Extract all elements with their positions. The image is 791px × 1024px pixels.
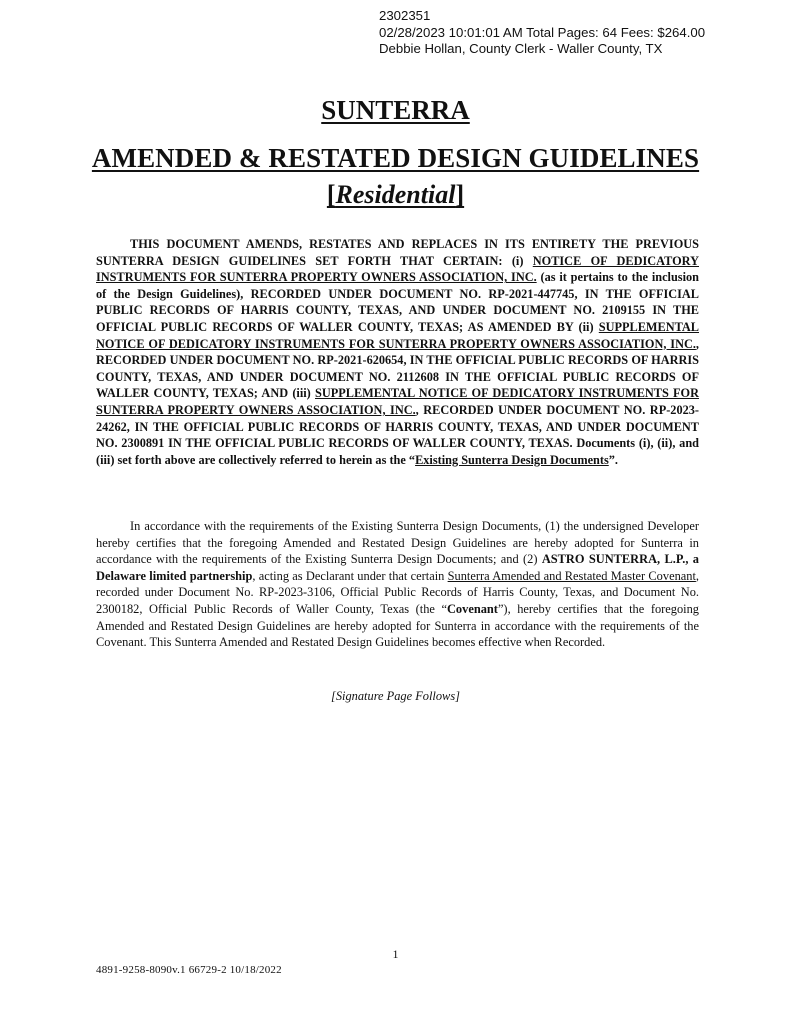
- document-category: [0, 180, 791, 210]
- recital-text: (as it pertains to the inclusion of the Design Guidelines), RECORDED UNDER DOCUMENT NO. RP-2021-447745, IN THE OFFICIAL PUBLIC RECORDS OF HARRIS COUNTY, TEXAS, AND UNDER DOCUMENT NO. 2109155 IN THE OFFICIAL PUBLIC RECORDS OF WALLER COUNTY, TEXAS; AS AMENDED BY (ii): [96, 270, 699, 334]
- recording-stamp: [379, 8, 705, 58]
- certification-paragraph: [96, 518, 699, 651]
- bracket-open: [: [326, 180, 336, 209]
- defined-term: Existing Sunterra Design Documents: [415, 452, 609, 467]
- document-subtitle: AMENDED & RESTATED DESIGN GUIDELINES: [91, 143, 700, 173]
- document-title: SUNTERRA: [321, 95, 470, 125]
- recital-text: , RECORDED UNDER DOCUMENT NO. RP-2021-620654, IN THE OFFICIAL PUBLIC RECORDS OF HARRIS COUNTY, TEXAS, AND UNDER DOCUMENT NO. 2112608 IN THE OFFICIAL PUBLIC RECORDS OF WALLER COUNTY, TEXAS; AND (iii): [96, 336, 699, 401]
- category-label: Residential: [335, 180, 456, 209]
- signature-page-note: [Signature Page Follows]: [331, 689, 460, 703]
- covenant-reference: Sunterra Amended and Restated Master Covenant: [447, 568, 696, 583]
- certification-text: , acting as Declarant under that certain: [252, 568, 448, 583]
- certification-text: , recorded under Document No. RP-2023-3106, Official Public Records of Harris County, Texas, and Document No. 2300182, Official Public Records of Waller County, Texas (the “: [96, 568, 700, 616]
- declarant-name: ASTRO SUNTERRA, L.P., a Delaware limited partnership: [96, 552, 699, 583]
- stamp-document-number: 2302351: [379, 8, 431, 23]
- supplemental-notice-reference: SUPPLEMENTAL NOTICE OF DEDICATORY INSTRUMENTS FOR SUNTERRA PROPERTY OWNERS ASSOCIATION, INC.: [96, 386, 700, 417]
- recital-text: ”.: [608, 452, 618, 467]
- bracket-close: ]: [455, 180, 465, 209]
- recital-text: THIS DOCUMENT AMENDS, RESTATES AND REPLACES IN ITS ENTIRETY THE PREVIOUS SUNTERRA DESIGN GUIDELINES SET FORTH THAT CERTAIN: (i): [96, 237, 699, 268]
- supplemental-notice-reference: SUPPLEMENTAL NOTICE OF DEDICATORY INSTRUMENTS FOR SUNTERRA PROPERTY OWNERS ASSOCIATION, INC.: [96, 319, 699, 351]
- certification-text: In accordance with the requirements of the Existing Sunterra Design Documents, (1) the undersigned Developer hereby certifies that the foregoing Amended and Restated Design Guidelines are hereby adopted for Sunterra in accordance with the requirements of the Existing Sunterra Design Documents; and (2): [96, 519, 699, 567]
- defined-term-covenant: Covenant: [446, 601, 498, 616]
- recital-text: , RECORDED UNDER DOCUMENT NO. RP-2023-24262, IN THE OFFICIAL PUBLIC RECORDS OF HARRIS COUNTY, TEXAS, AND UNDER DOCUMENT NO. 2300891 IN THE OFFICIAL PUBLIC RECORDS OF WALLER COUNTY, TEXAS. Documents (i), (ii), and (iii) set forth above are collectively referred to herein as the “: [96, 402, 699, 467]
- stamp-county-clerk: Debbie Hollan, County Clerk - Waller County, TX: [379, 41, 663, 56]
- recital-paragraph: [96, 236, 699, 468]
- stamp-recording-details: 02/28/2023 10:01:01 AM Total Pages: 64 Fees: $264.00: [379, 24, 706, 40]
- certification-text: ”), hereby certifies that the foregoing Amended and Restated Design Guidelines are hereby adopted for Sunterra in accordance with the requirements of the Covenant. This Sunterra Amended and Restated Design Guidelines becomes effective when Recorded.: [96, 601, 699, 650]
- page-number: 1: [392, 947, 399, 961]
- notice-reference-link: NOTICE OF DEDICATORY INSTRUMENTS FOR SUNTERRA PROPERTY OWNERS ASSOCIATION, INC.: [96, 253, 699, 285]
- document-footer-id: 4891-9258-8090v.1 66729-2 10/18/2022: [96, 964, 282, 976]
